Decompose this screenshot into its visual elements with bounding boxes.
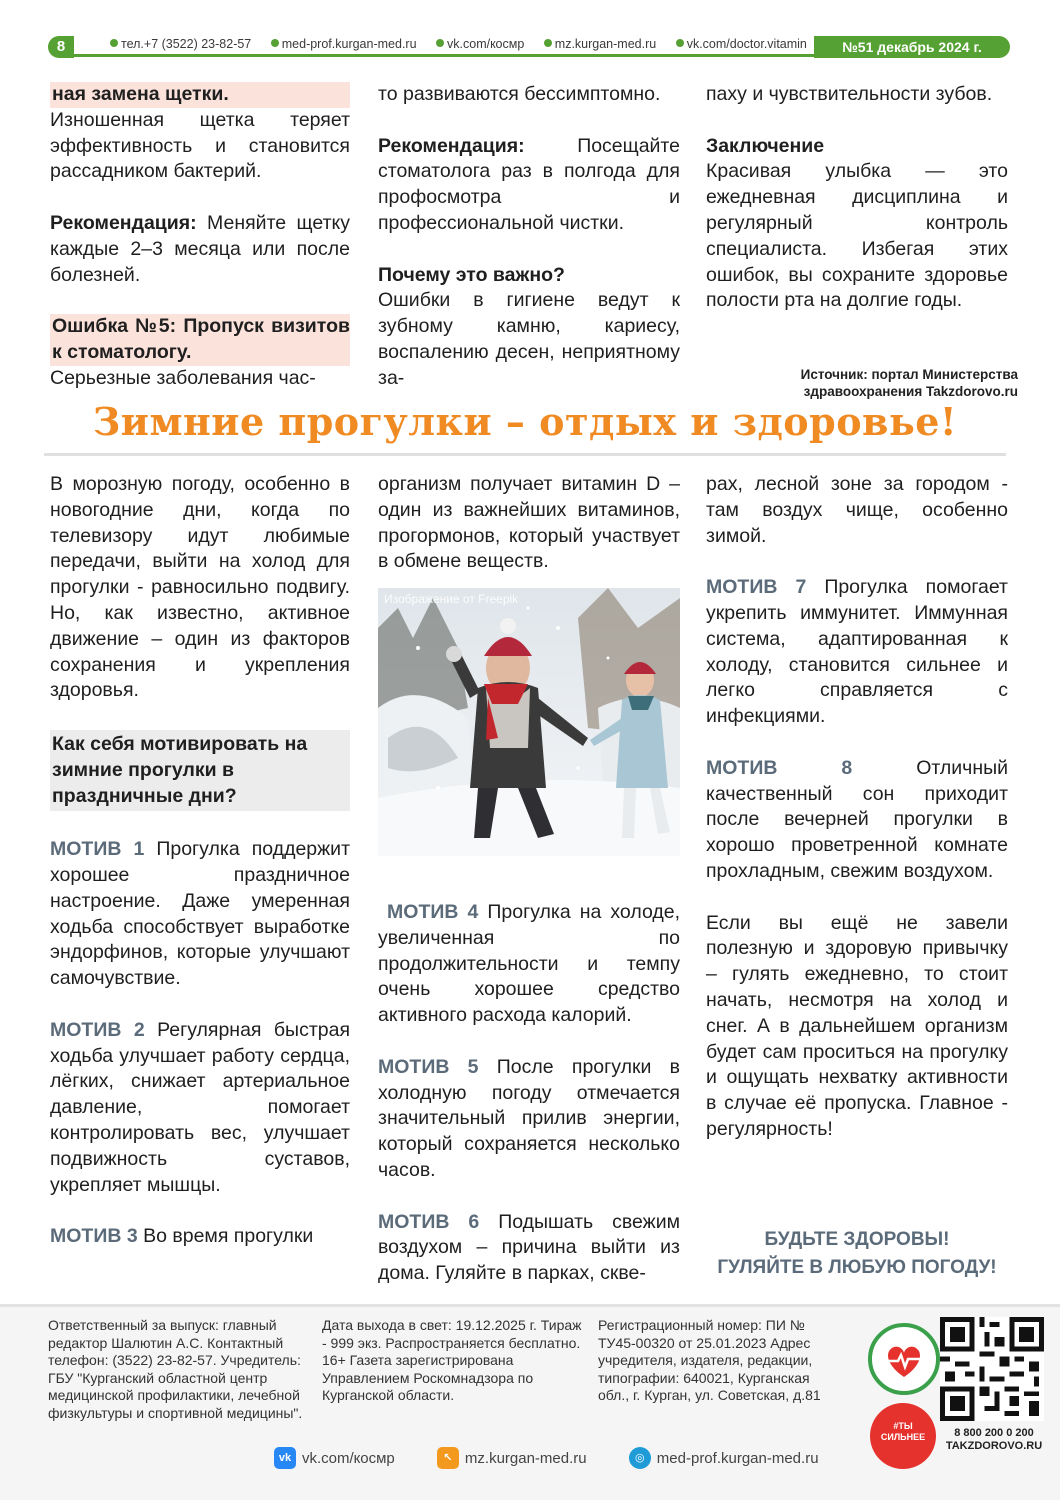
vk-icon: vk bbox=[274, 1447, 296, 1469]
closing-slogan: БУДЬТЕ ЗДОРОВЫ! ГУЛЯЙТЕ В ЛЮБУЮ ПОГОДУ! bbox=[717, 1229, 997, 1278]
imprint-footer bbox=[0, 1304, 1060, 1500]
page-number: 8 bbox=[48, 36, 74, 58]
article-title-band bbox=[44, 396, 1006, 456]
issue-label: №51 декабрь 2024 г. bbox=[814, 36, 1010, 58]
motiv-5: МОТИВ 5 После прогулки в холодную погоду отмечается значительный прилив энергии, который сохраняется несколько часов. bbox=[378, 1055, 680, 1181]
globe-icon: ◎ bbox=[629, 1447, 651, 1469]
top-column-2 bbox=[378, 82, 680, 392]
imprint-publication: Дата выхода в свет: 19.12.2025 г. Тираж - 999 экз. Распространяется бесплатно. 16+ Газета зарегистрирована Управлением Роскомнадзора по Курганской области. bbox=[322, 1317, 582, 1403]
motiv-6: МОТИВ 6 Подышать свежим воздухом – причина выйти из дома. Гуляйте в парках, скве- bbox=[378, 1210, 680, 1285]
header-link-phone: тел.+7 (3522) 23-82-57 bbox=[110, 37, 259, 51]
page-header bbox=[48, 36, 1010, 58]
header-link-vk-doctor[interactable]: vk.com/doctor.vitamin bbox=[676, 37, 815, 51]
social-vk[interactable]: vk vk.com/кocмp bbox=[274, 1447, 395, 1469]
paragraph: Если вы ещё не завели полезную и здоровую привычку – гулять ежедневно, то стоит начать, несмотря на холод и снег. А в дальнейшем организм будет сам проситься на прогулку и ощущать нехватку активности в случае её пропуска. Главное - регулярность! bbox=[706, 911, 1008, 1140]
paragraph: паху и чувствительности зубов. bbox=[706, 83, 993, 105]
ty-silnee-badge-icon: #ТЫ СИЛЬНЕЕ bbox=[870, 1403, 936, 1469]
top-column-3 bbox=[706, 82, 1008, 314]
highlight-heading: ная замена щетки. bbox=[50, 82, 350, 108]
winter-couple-illustration bbox=[378, 588, 680, 856]
header-links bbox=[110, 37, 823, 51]
hotline: 8 800 200 0 200 TAKZDOROVO.RU bbox=[945, 1427, 1043, 1452]
paragraph: Ошибки в гигиене ведут к зубному камню, кариесу, воспалению десен, неприятному за- bbox=[378, 289, 680, 389]
paragraph: Серьезные заболевания час- bbox=[50, 366, 316, 389]
imprint-editor: Ответственный за выпуск: главный редактор Шалютин А.С. Контактный телефон: (3522) 23-82-57. Учредитель: ГБУ "Курганский областной центр медицинской профилактики, лечебной физкультуры и спортивной медицины". bbox=[48, 1317, 303, 1421]
header-link-mz[interactable]: mz.kurgan-med.ru bbox=[544, 37, 664, 51]
social-mz[interactable]: ↖ mz.kurgan-med.ru bbox=[437, 1447, 587, 1469]
imprint-registration: Регистрационный номер: ПИ № ТУ45-00320 от 25.01.2023 Адрес учредителя, издателя, редакции, типографии: 640021, Курганская обл., г. Курган, ул. Советская, д.81 bbox=[598, 1317, 821, 1403]
header-rule bbox=[74, 54, 820, 57]
article-column-3 bbox=[706, 472, 1008, 1143]
paragraph: Рекомендация: Посещайте стоматолога раз в полгода для профосмотра и профессиональной чистки. bbox=[378, 134, 680, 234]
paragraph: то развиваются бессимптомно. bbox=[378, 83, 661, 105]
paragraph: организм получает витамин D – один из важнейших витаминов, прогормонов, который участвует в обмене веществ. bbox=[378, 473, 680, 573]
header-link-medprof[interactable]: med-prof.kurgan-med.ru bbox=[271, 37, 425, 51]
top-column-1 bbox=[50, 82, 350, 392]
motiv-4: МОТИВ 4 Прогулка на холоде, увеличенная по продолжительности и темпу очень хорошее средство активного расхода калорий. bbox=[378, 901, 681, 1027]
social-links bbox=[274, 1447, 857, 1469]
article-column-2-lower bbox=[378, 900, 680, 1287]
cursor-icon: ↖ bbox=[437, 1447, 459, 1469]
article-column-2 bbox=[378, 472, 680, 575]
header-link-vk[interactable]: vk.com/кocмp bbox=[436, 37, 532, 51]
photo-credit: Изображение от Freepik bbox=[384, 592, 519, 606]
motiv-3: МОТИВ 3 Во время прогулки bbox=[50, 1225, 314, 1248]
motiv-8: МОТИВ 8 Отличный качественный сон приходит после вечерней прогулки в хорошо проветренной комнате прохладным, свежим воздухом. bbox=[706, 756, 1008, 882]
qr-code-icon[interactable] bbox=[940, 1317, 1044, 1421]
paragraph: рах, лесной зоне за городом - там воздух чище, особенно зимой. bbox=[706, 473, 1008, 547]
paragraph: Рекомендация: Меняйте щетку каждые 2–3 месяца или после болезней. bbox=[50, 211, 350, 286]
paragraph: В морозную погоду, особенно в новогодние дни, когда по телевизору идут любимые передачи, выйти на холод для прогулки - равносильно подвигу. Но, как известно, активное движение – один из факторов сохранения и укрепления здоровья. bbox=[50, 473, 350, 702]
motiv-1: МОТИВ 1 Прогулка поддержит хорошее праздничное настроение. Даже умеренная ходьба способствует выработке эндорфинов, которые улучшают самочувствие. bbox=[50, 838, 351, 990]
question-heading: Как себя мотивировать на зимние прогулки в праздничные дни? bbox=[50, 730, 350, 811]
section-heading: Почему это важно? bbox=[378, 263, 565, 286]
article-column-1 bbox=[50, 472, 350, 1250]
paragraph: Красивая улыбка — это ежедневная дисциплина и регулярный контроль специалиста. Избегая этих ошибок, вы сохраните здоровье полости рта на долгие годы. bbox=[706, 160, 1008, 312]
winter-walk-photo bbox=[378, 588, 680, 856]
paragraph: Изношенная щетка теряет эффективность и становится рассадником бактерий. bbox=[50, 108, 350, 183]
social-medprof[interactable]: ◎ med-prof.kurgan-med.ru bbox=[629, 1447, 819, 1469]
heart-health-logo-icon bbox=[868, 1323, 940, 1395]
error-5-heading: Ошибка №5: Пропуск визитов к стоматологу. bbox=[50, 314, 350, 366]
motiv-7: МОТИВ 7 Прогулка помогает укрепить иммунитет. Иммунная система, адаптированная к холоду, становится сильнее и легко справляется с инфекциями. bbox=[706, 576, 1008, 728]
section-heading: Заключение bbox=[706, 134, 825, 157]
motiv-2: МОТИВ 2 Регулярная быстрая ходьба улучшает работу сердца, лёгких, снижает артериальное давление, помогает контролировать вес, улучшает подвижность суставов, укрепляет мышцы. bbox=[50, 1018, 351, 1196]
source-note: Источник: портал Министерства здравоохранения Takzdorovo.ru bbox=[800, 367, 1018, 399]
article-title: Зимние прогулки – отдых и здоровье! bbox=[92, 399, 958, 444]
